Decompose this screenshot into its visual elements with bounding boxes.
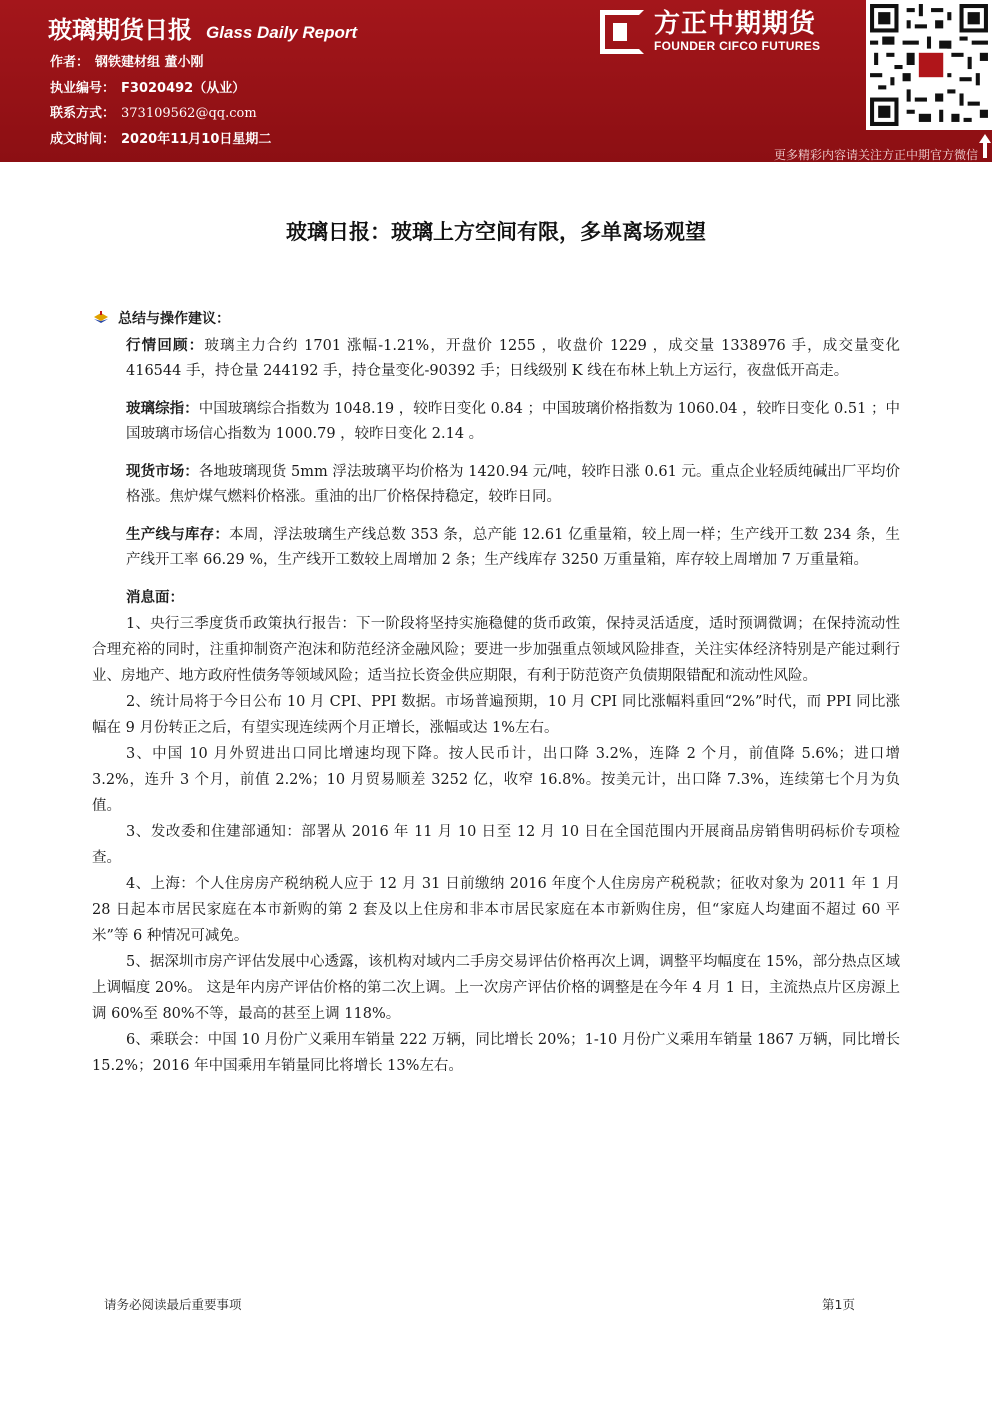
follow-wechat-text: 更多精彩内容请关注方正中期官方微信 <box>773 148 978 162</box>
section-label: 玻璃综指： <box>126 401 199 417</box>
logo-mark-icon <box>600 10 644 54</box>
company-logo <box>600 4 868 60</box>
section-spot-market <box>92 460 900 509</box>
logo-text <box>654 10 820 54</box>
meta-contact <box>50 105 271 131</box>
bullet-icon <box>92 311 110 325</box>
qr-code-icon <box>870 4 988 126</box>
document-title: 玻璃日报：玻璃上方空间有限，多单离场观望 <box>286 220 706 244</box>
section-label: 现货市场： <box>126 464 199 480</box>
summary-heading-text: 总结与操作建议： <box>118 311 230 327</box>
section-glass-index <box>92 397 900 446</box>
meta-contact-label: 联系方式： <box>50 106 116 121</box>
meta-date-value: 2020年11月10日星期二 <box>121 131 272 147</box>
meta-author-value: 钢铁建材组 董小刚 <box>95 55 204 70</box>
section-label: 生产线与库存： <box>126 527 230 543</box>
news-heading <box>92 586 900 611</box>
news-item: 4、上海：个人住房房产税纳税人应于 12 月 31 日前缴纳 2016 年度个人住房房产税税款；征收对象为 2011 年 1 月 28 日起本市居民家庭在本市新购的第 2 套及以上住房和非本市居民家庭在本市新购住房，但“家庭人均建面不超过 60 平米”等 6 种情况可减免。 <box>92 875 900 944</box>
section-text: 玻璃主力合约 1701 涨幅-1.21%，开盘价 1255 ，收盘价 1229 ，成交量 1338976 手，成交量变化 416544 手，持仓量 244192 手，持仓量变化-90392 手；日线级别 K 线在布林上轨上方运行，夜盘低开高走。 <box>126 338 900 379</box>
meta-license-label: 执业编号： <box>50 80 116 96</box>
report-body <box>92 306 900 1079</box>
logo-name-en: FOUNDER CIFCO FUTURES <box>654 39 821 53</box>
news-item: 3、发改委和住建部通知：部署从 2016 年 11 月 10 日至 12 月 10 日在全国范围内开展商品房销售明码标价专项检查。 <box>92 823 900 866</box>
qr-code <box>866 0 992 130</box>
section-label: 行情回顾： <box>126 338 205 354</box>
report-title-cn: 玻璃期货日报 <box>48 16 192 44</box>
report-title-row <box>48 10 357 45</box>
meta-author <box>50 54 271 80</box>
meta-date-label: 成文时间： <box>50 131 116 147</box>
news-item: 6、乘联会：中国 10 月份广义乘用车销量 222 万辆，同比增长 20%；1-10 月份广义乘用车销量 1867 万辆，同比增长 15.2%；2016 年中国乘用车销量同比将增长 13%左右。 <box>92 1031 900 1074</box>
summary-heading <box>92 306 900 330</box>
news-item: 3、中国 10 月外贸进出口同比增速均现下降。按人民币计，出口降 3.2%，连降 2 个月，前值降 5.6%；进口增 3.2%，连升 3 个月，前值 2.2%；10 月贸易顺差 3252 亿，收窄 16.8%。按美元计，出口降 7.3%，连续第七个月为负值。 <box>92 745 900 814</box>
meta-author-label: 作者： <box>50 55 90 70</box>
logo-name-cn: 方正中期期货 <box>654 9 817 39</box>
news-item: 1、央行三季度货币政策执行报告：下一阶段将坚持实施稳健的货币政策，保持灵活适度，适时预调微调；在保持流动性合理充裕的同时，注重抑制资产泡沫和防范经济金融风险；要进一步加强重点领域风险排查，关注实体经济特别是产能过剩行业、房地产、地方政府性债务等领域风险；适当拉长资金供应期限，有利于防范资产负债期限错配和流动性风险。 <box>92 615 900 684</box>
section-text: 各地玻璃现货 5mm 浮法玻璃平均价格为 1420.94 元/吨，较昨日涨 0.61 元。重点企业轻质纯碱出厂平均价格涨。焦炉煤气燃料价格涨。重油的出厂价格保持稳定，较昨日同。 <box>126 464 901 505</box>
section-market-review <box>92 334 900 383</box>
page-number: 第1页 <box>822 1297 855 1312</box>
report-title-en: Glass Daily Report <box>206 23 358 42</box>
meta-contact-value: 373109562@qq.com <box>121 106 257 121</box>
news-item: 2、统计局将于今日公布 10 月 CPI、PPI 数据。市场普遍预期，10 月 CPI 同比涨幅料重回“2%”时代，而 PPI 同比涨幅在 9 月份转正之后，有望实现连续两个月正增长，涨幅或达 1%左右。 <box>92 693 900 736</box>
report-header <box>0 0 992 162</box>
up-arrow-icon <box>978 132 992 160</box>
author-meta <box>50 54 271 156</box>
meta-license-value: F3020492（从业） <box>121 80 246 96</box>
meta-license <box>50 80 271 106</box>
meta-date <box>50 131 271 157</box>
news-item: 5、据深圳市房产评估发展中心透露，该机构对域内二手房交易评估价格再次上调，调整平均幅度在 15%，部分热点区域上调幅度 20%。 这是年内房产评估价格的第二次上调。上一次房产评估价格的调整是在今年 4 月 1 日，主流热点片区房源上调 60%至 80%不等，最高的甚至上调 118%。 <box>92 953 900 1022</box>
section-text: 中国玻璃综合指数为 1048.19 ，较昨日变化 0.84 ；中国玻璃价格指数为 1060.04 ，较昨日变化 0.51 ；中国玻璃市场信心指数为 1000.79 ，较昨日变化 2.14 。 <box>126 401 900 442</box>
section-production-inventory <box>92 523 900 572</box>
section-text: 本周，浮法玻璃生产线总数 353 条，总产能 12.61 亿重量箱，较上周一样；生产线开工数 234 条，生产线开工率 66.29 %，生产线开工数较上周增加 2 条；生产线库存 3250 万重量箱，库存较上周增加 7 万重量箱。 <box>126 527 900 568</box>
news-heading-text: 消息面： <box>126 590 184 606</box>
footer-notice: 请务必阅读最后重要事项 <box>104 1297 242 1312</box>
